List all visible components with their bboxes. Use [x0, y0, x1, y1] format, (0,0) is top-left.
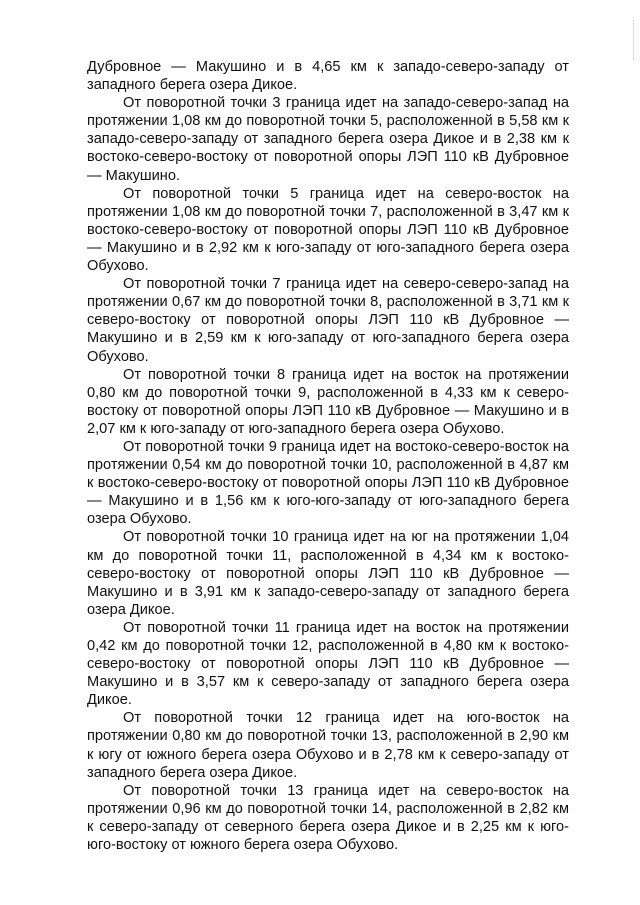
paragraph-point-12: От поворотной точки 12 граница идет на юго-восток на протяжении 0,80 км до поворотной точки 13, расположенной в 2,90 км к югу от южного берега озера Обухово и в 2,78 км к северо-западу от западного берега озера Дикое.	[87, 710, 569, 781]
paragraph-point-13: От поворотной точки 13 граница идет на северо-восток на протяжении 0,96 км до поворотной точки 14, расположенной в 2,82 км к северо-западу от северного берега озера Дикое и в 2,25 км к юго-юго-востоку от южного берега озера Обухово.	[87, 782, 569, 854]
paragraph-point-10: От поворотной точки 10 граница идет на юг на протяжении 1,04 км до поворотной точки 11, расположенной в 4,34 км к востоко-северо-востоку от поворотной опоры ЛЭП 110 кВ Дубровное — Макушино и в 3,91 км к западо-северо-западу от западного берега озера Дикое.	[87, 529, 569, 618]
paragraph-point-5: От поворотной точки 5 граница идет на северо-восток на протяжении 1,08 км до поворотной точки 7, расположенной в 3,47 км к востоко-северо-востоку от поворотной опоры ЛЭП 110 кВ Дубровное — Макушино и в 2,92 км к юго-западу от юго-западного берега озера Обухово.	[87, 185, 569, 275]
paragraph-point-7: От поворотной точки 7 граница идет на северо-северо-запад на протяжении 0,67 км до поворотной точки 8, расположенной в 3,71 км к северо-востоку от поворотной опоры ЛЭП 110 кВ Дубровное — Макушино и в 2,59 км к юго-западу от юго-западного берега озера Обухово.	[87, 276, 569, 365]
document-body	[87, 58, 569, 854]
paragraph-point-8: От поворотной точки 8 граница идет на восток на протяжении 0,80 км до поворотной точки 9, расположенной в 4,33 км к северо-востоку от поворотной опоры ЛЭП 110 кВ Дубровное — Макушино и в 2,07 км к юго-западу от юго-западного берега озера Обухово.	[87, 366, 569, 437]
paragraph-point-3: От поворотной точки 3 граница идет на западо-северо-запад на протяжении 1,08 км до поворотной точки 5, расположенной в 5,58 км к западо-северо-западу от западного берега озера Дикое и в 2,38 км к востоко-северо-востоку от поворотной опоры ЛЭП 110 кВ Дубровное — Макушино.	[87, 95, 569, 184]
paragraph-continuation: Дубровное — Макушино и в 4,65 км к западо-северо-западу от западного берега озера Дикое.	[87, 59, 569, 94]
scan-edge-mark	[633, 20, 636, 60]
paragraph-point-11: От поворотной точки 11 граница идет на восток на протяжении 0,42 км до поворотной точки 12, расположенной в 4,80 км к востоко-северо-востоку от поворотной опоры ЛЭП 110 кВ Дубровное — Макушино и в 3,57 км к северо-западу от западного берега озера Дикое.	[87, 619, 569, 709]
paragraph-point-9: От поворотной точки 9 граница идет на востоко-северо-восток на протяжении 0,54 км до поворотной точки 10, расположенной в 4,87 км к востоко-северо-востоку от поворотной опоры ЛЭП 110 кВ Дубровное — Макушино и в 1,56 км к юго-юго-западу от юго-западного берега озера Обухово.	[87, 438, 569, 528]
